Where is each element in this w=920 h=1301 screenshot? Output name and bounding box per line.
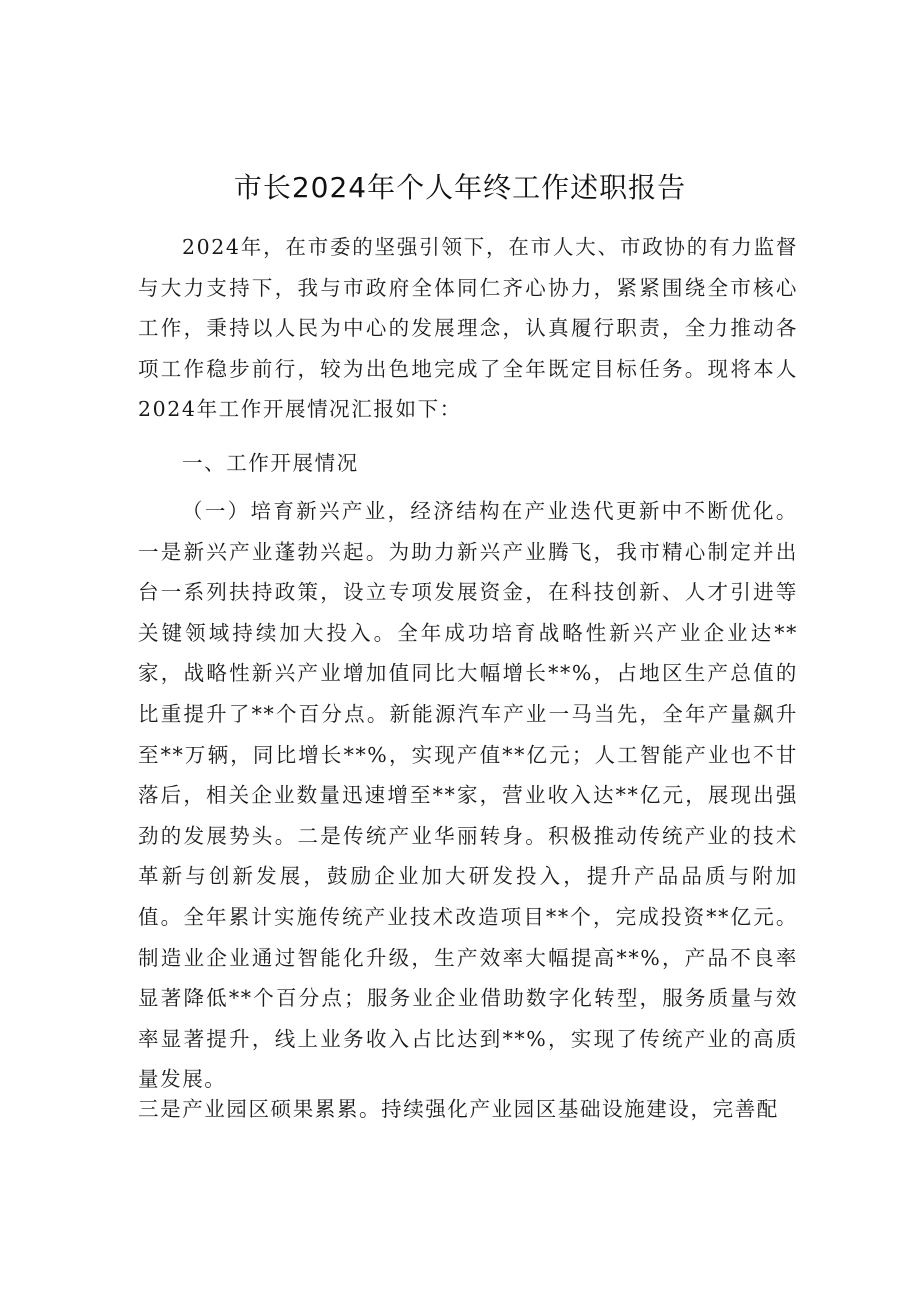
trailing-paragraph: 三是产业园区硕果累累。持续强化产业园区基础设施建设，完善配 xyxy=(138,1097,779,1121)
subsection-paragraph: （一）培育新兴产业，经济结构在产业迭代更新中不断优化。一是新兴产业蓬勃兴起。为助力新兴产业腾飞，我市精心制定并出台一系列扶持政策，设立专项发展资金，在科技创新、人才引进等关键领域持续加大投入。全年成功培育战略性新兴产业企业达**家，战略性新兴产业增加值同比大幅增长**%，占地区生产总值的比重提升了**个百分点。新能源汽车产业一马当先，全年产量飙升至**万辆，同比增长**%，实现产值**亿元；人工智能产业也不甘落后，相关企业数量迅速增至**家，营业收入达**亿元，展现出强劲的发展势头。二是传统产业华丽转身。积极推动传统产业的技术革新与创新发展，鼓励企业加大研发投入，提升产品品质与附加值。全年累计实施传统产业技术改造项目**个，完成投资**亿元。制造业企业通过智能化升级，生产效率大幅提高**%，产品不良率显著降低**个百分点；服务业企业借助数字化转型，服务质量与效率显著提升，线上业务收入占比达到**%，实现了传统产业的高质量发展。 xyxy=(138,499,798,1092)
intro-paragraph: 2024年，在市委的坚强引领下，在市人大、市政协的有力监督与大力支持下，我与市政府全体同仁齐心协力，紧紧围绕全市核心工作，秉持以人民为中心的发展理念，认真履行职责，全力推动各项工作稳步前行，较为出色地完成了全年既定目标任务。现将本人2024年工作开展情况汇报如下： xyxy=(138,235,798,422)
document-title: 市长2024年个人年终工作述职报告 xyxy=(233,171,687,204)
section-heading: 一、工作开展情况 xyxy=(182,451,359,475)
